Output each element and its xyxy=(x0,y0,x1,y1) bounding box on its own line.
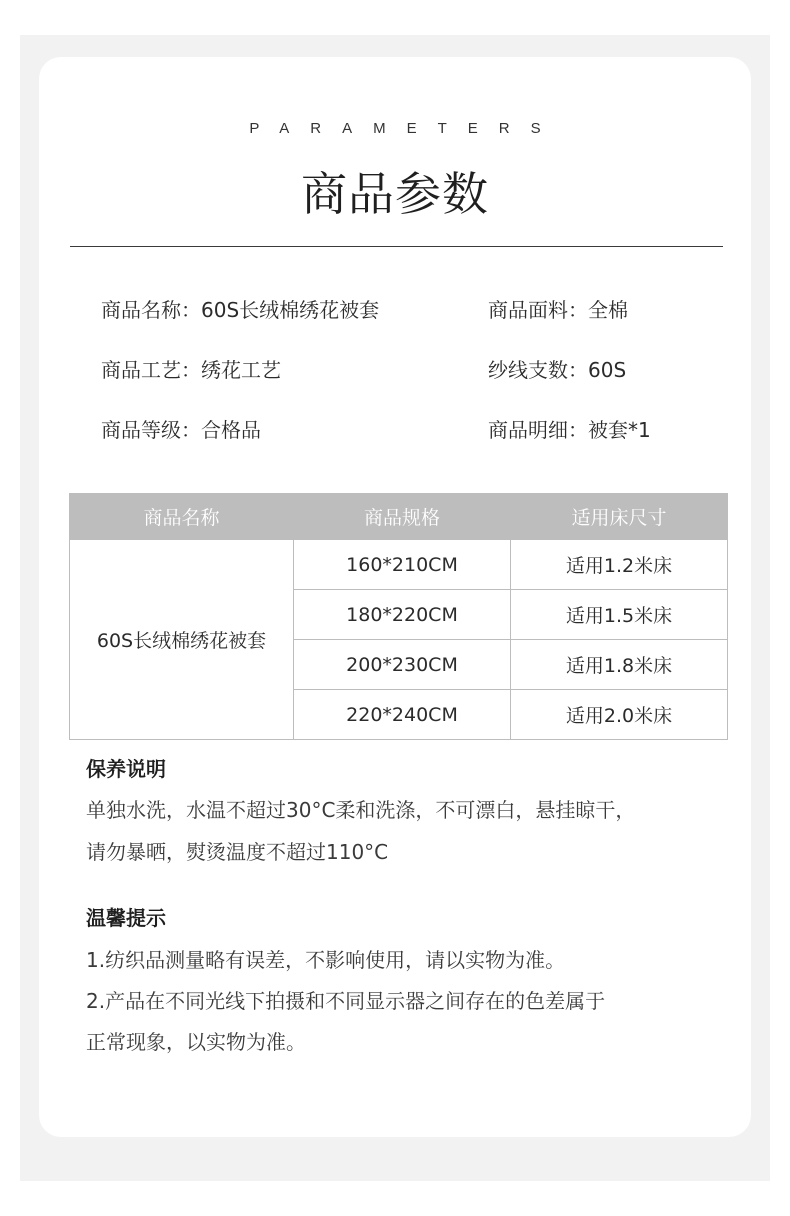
page-title: 商品参数 xyxy=(301,167,489,221)
care-title: 保养说明 xyxy=(86,757,166,781)
table-row xyxy=(70,540,728,590)
size-cell: 160*210CM xyxy=(294,540,511,590)
param-fabric xyxy=(488,294,628,323)
param-value: 被套*1 xyxy=(588,418,651,442)
param-grade xyxy=(101,414,261,443)
spec-table xyxy=(69,493,728,740)
bed-cell: 适用1.8米床 xyxy=(511,640,728,690)
bed-cell: 适用1.2米床 xyxy=(511,540,728,590)
tips-line: 正常现象，以实物为准。 xyxy=(86,1030,306,1054)
tips-line: 1.纺织品测量略有误差，不影响使用，请以实物为准。 xyxy=(86,948,566,972)
bed-cell: 适用1.5米床 xyxy=(511,590,728,640)
care-line: 单独水洗，水温不超过30°C柔和洗涤，不可漂白，悬挂晾干， xyxy=(86,798,636,822)
param-value: 60S长绒棉绣花被套 xyxy=(201,298,380,322)
param-details xyxy=(488,414,651,443)
size-cell: 180*220CM xyxy=(294,590,511,640)
care-line: 请勿暴晒，熨烫温度不超过110°C xyxy=(86,840,389,864)
param-label: 纱线支数： xyxy=(488,358,588,382)
column-header-size: 商品规格 xyxy=(294,494,511,540)
product-name-cell: 60S长绒棉绣花被套 xyxy=(70,540,294,740)
column-header-name: 商品名称 xyxy=(70,494,294,540)
param-value: 全棉 xyxy=(588,298,628,322)
param-yarn-count xyxy=(488,354,626,383)
column-header-bed: 适用床尺寸 xyxy=(511,494,728,540)
param-value: 60S xyxy=(588,358,627,382)
section-kicker: PARAMETERS xyxy=(249,120,562,137)
bed-cell: 适用2.0米床 xyxy=(511,690,728,740)
size-cell: 220*240CM xyxy=(294,690,511,740)
param-value: 合格品 xyxy=(201,418,261,442)
param-product-name xyxy=(101,294,379,323)
size-cell: 200*230CM xyxy=(294,640,511,690)
param-label: 商品等级： xyxy=(101,418,201,442)
tips-title: 温馨提示 xyxy=(86,906,166,930)
param-label: 商品面料： xyxy=(488,298,588,322)
tips-line: 2.产品在不同光线下拍摄和不同显示器之间存在的色差属于 xyxy=(86,989,606,1013)
param-label: 商品明细： xyxy=(488,418,588,442)
title-divider xyxy=(70,246,723,247)
table-header-row xyxy=(70,494,728,540)
param-craft xyxy=(101,354,281,383)
param-label: 商品工艺： xyxy=(101,358,201,382)
param-label: 商品名称： xyxy=(101,298,201,322)
param-value: 绣花工艺 xyxy=(201,358,281,382)
